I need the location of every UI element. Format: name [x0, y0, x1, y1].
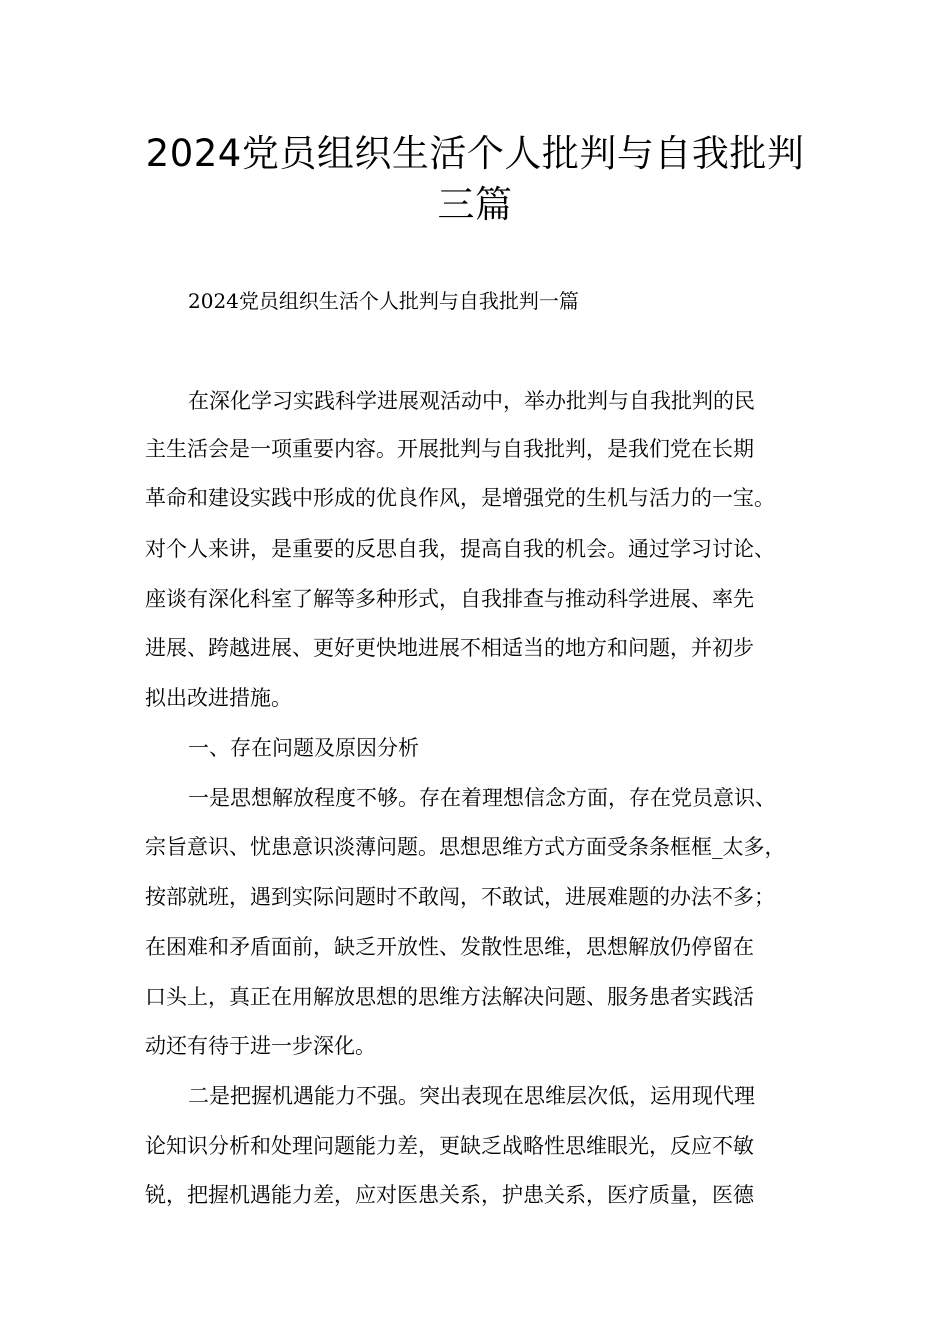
section-subtitle: 2024党员组织生活个人批判与自我批判一篇: [188, 289, 579, 313]
paragraph-line: 革命和建设实践中形成的优良作风，是增强党的生机与活力的一宝。: [145, 486, 775, 510]
paragraph-line: 一是思想解放程度不够。存在着理想信念方面，存在党员意识、: [188, 786, 776, 810]
paragraph-line: 口头上，真正在用解放思想的思维方法解决问题、服务患者实践活: [145, 985, 754, 1009]
paragraph-line: 在困难和矛盾面前，缺乏开放性、发散性思维，思想解放仍停留在: [145, 935, 754, 959]
section-heading: 一、存在问题及原因分析: [188, 736, 419, 760]
paragraph-line: 按部就班，遇到实际问题时不敢闯，不敢试，进展难题的办法不多；: [145, 885, 775, 909]
document-title-line-2: 三篇: [437, 183, 513, 226]
paragraph-line: 论知识分析和处理问题能力差，更缺乏战略性思维眼光，反应不敏: [145, 1134, 754, 1158]
paragraph-line: 在深化学习实践科学进展观活动中，举办批判与自我批判的民: [188, 389, 755, 413]
paragraph-line: 动还有待于进一步深化。: [145, 1034, 376, 1058]
document-title-line-1: 2024党员组织生活个人批判与自我批判: [145, 132, 805, 175]
paragraph-line: 锐，把握机遇能力差，应对医患关系，护患关系，医疗质量，医德: [145, 1183, 754, 1207]
paragraph-line: 拟出改进措施。: [145, 686, 292, 710]
paragraph-line: 座谈有深化科室了解等多种形式，自我排查与推动科学进展、率先: [145, 587, 754, 611]
paragraph-line: 对个人来讲，是重要的反思自我，提高自我的机会。通过学习讨论、: [145, 537, 775, 561]
paragraph-line: 进展、跨越进展、更好更快地进展不相适当的地方和问题，并初步: [145, 636, 754, 660]
paragraph-line: 主生活会是一项重要内容。开展批判与自我批判，是我们党在长期: [145, 437, 754, 461]
paragraph-line: 宗旨意识、忧患意识淡薄问题。思想思维方式方面受条条框框_太多，: [145, 835, 786, 859]
paragraph-line: 二是把握机遇能力不强。突出表现在思维层次低，运用现代理: [188, 1084, 755, 1108]
